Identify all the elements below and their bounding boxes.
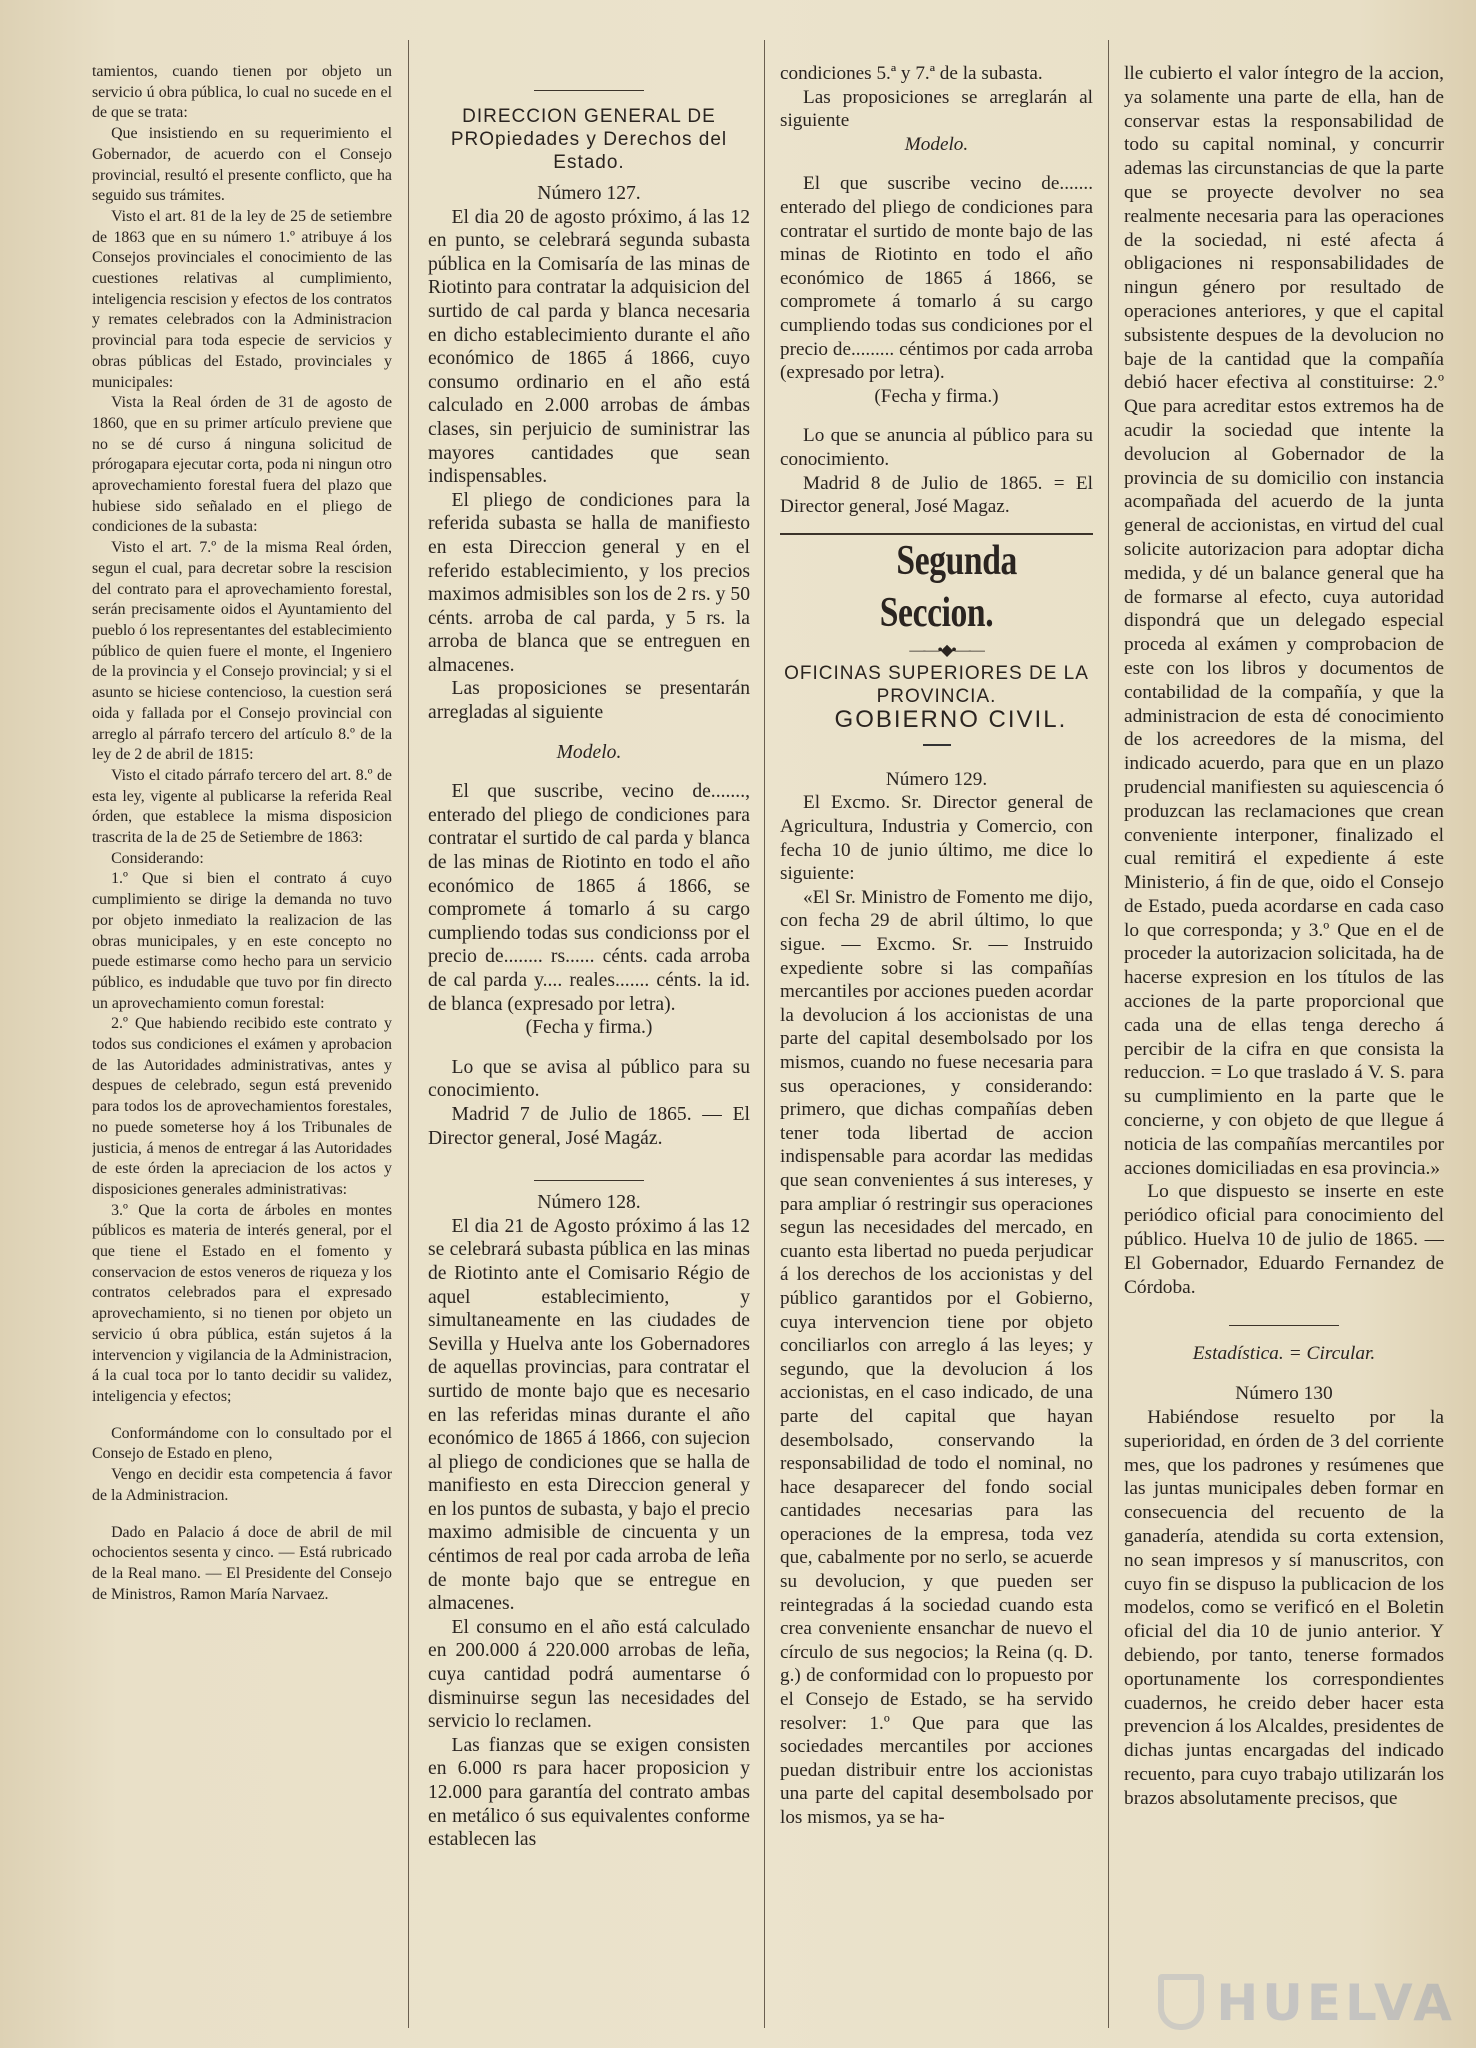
paragraph: Visto el art. 81 de la ley de 25 de setiembre de 1863 que en su número 1.º atribuye á los Consejos provinciales el conocimiento de las cuestiones relativas al cumplimiento, inteligencia rescision y efectos de los contratos y remates celebrados con la Administracion provincial para toda especie de servicios y obras públicas del Estado, provinciales y municipales:: [92, 207, 392, 391]
paragraph: 1.º Que si bien el contrato á cuyo cumplimiento se dirige la demanda no tuvo por objeto inmediato la realizacion de las obras municipales, y en este concepto no puede estimarse como hecho para un servicio público, es indudable que tuvo por fin directo un aprovechamiento comun forestal:: [92, 870, 392, 1012]
number-heading: Número 130: [1235, 1383, 1333, 1405]
paragraph: Que insistiendo en su requerimiento el Gobernador, de acuerdo con el Consejo provincial, resultó el presente conflicto, que ha seguido sus trámites.: [92, 125, 392, 205]
subsection-heading: OFICINAS SUPERIORES DE LA PROVINCIA.: [784, 663, 1089, 708]
number-heading: Número 129.: [885, 768, 988, 790]
paragraph: El pliego de condiciones para la referida subasta se halla de manifiesto en esta Direccion general y en el referido establecimiento, y los precios maximos admisibles son los de 2 rs. y 50 cénts. arroba de cal parda, y 5 rs. la arroba de blanca que se entreguen en almacenes.: [428, 489, 750, 676]
paragraph: Lo que dispuesto se inserte en este periódico oficial para conocimiento del público. Huelva 10 de julio de 1865. — El Gobernador, Eduardo Fernandez de Córdoba.: [1124, 1181, 1444, 1298]
paragraph: 3.º Que la corta de árboles en montes públicos es materia de interés general, por el que tiene el Estado en el fomento y conservacion de estos veneros de riqueza y los contratos celebrados para el expresado aprovechamiento, si no tienen por objeto un servicio ú obra pública, están sujetos á la intervencion y vigilancia de la Administracion, á la cual toca por lo tanto decidir su validez, inteligencia y efectos;: [92, 1201, 392, 1405]
column-divider: [764, 40, 765, 2028]
section-heading: DIRECCION GENERAL DE PROpiedades y Derechos del Estado.: [450, 106, 728, 173]
divider: [923, 744, 951, 746]
signature-note: (Fecha y firma.): [874, 385, 999, 407]
divider: [534, 90, 644, 91]
shield-icon: [1158, 1974, 1204, 2030]
paragraph: «El Sr. Ministro de Fomento me dijo, con fecha 29 de abril último, lo que sigue. — Excmo. Sr. — Instruido expediente sobre si las compañías mercantiles por acciones pueden acordar la devolucion á los accionistas de una parte del capital desembolsado por los mismos, cuando no fuese necesaria para sus operaciones, y considerando: primero, que dichas compañías deben tener toda libertad de accion indispensable para acordar las medidas que sean convenientes á sus intereses, y para ampliar ó restringir sus operaciones segun las necesidades del mercado, en cuanto esta libertad no pueda perjudicar á los derechos de los accionistas y del público garantidos por el Gobierno, cuya intervencion tiene por objeto conciliarlos con arreglo á las leyes; y segundo, que la devolucion á los accionistas, en el caso indicado, de una parte del capital que hayan desembolsado, conservando la responsabilidad de todo el nominal, no hace desaparecer del fondo social cantidades necesarias para las operaciones de la empresa, toda vez que, cabalmente por no serlo, se acuerde su devolucion, y que pueden ser reintegradas á la sociedad cuando esta crea conveniente ensanchar de nuevo el círculo de sus negocios; la Reina (q. D. g.) de conformidad con lo propuesto por el Consejo de Estado, se ha servido resolver: 1.º Que para que las sociedades mercantiles por acciones puedan distribuir entre los accionistas una parte del capital desembolsado por los mismos, ya se ha-: [780, 886, 1093, 1828]
section-heading: Estadística. = Circular.: [1192, 1343, 1376, 1365]
paragraph: 2.º Que habiendo recibido este contrato y todos sus condiciones el exámen y aprobacion de las Autoridades administrativas, antes y despues de celebrado, segun está prevenido para todos los de aprovechamientos forestales, no puede someterse hoy á los Tribunales de justicia, á menos de entregar á las Autoridades de este órden la apreciacion de los actos y disposiciones generales administrativas:: [92, 1015, 392, 1198]
paragraph: El consumo en el año está calculado en 200.000 á 220.000 arrobas de leña, cuya cantidad podrá aumentarse ó disminuirse segun las necesidades del servicio lo reclamen.: [428, 1616, 750, 1733]
divider: [1229, 1325, 1339, 1326]
paragraph: Las fianzas que se exigen consisten en 6.000 rs para hacer proposicion y 12.000 para garantía del contrato ambas en metálico ó sus equivalentes conforme establecen las: [428, 1734, 750, 1851]
paragraph: Considerando:: [111, 849, 204, 867]
paragraph: El dia 21 de Agosto próximo á las 12 se celebrará subasta pública en las minas de Riotinto ante el Comisario Régio de aquel establecimiento, y simultaneamente en las ciudades de Sevilla y Huelva ante los Gobernadores de aquellas provincias, para contratar el surtido de monte bajo que es necesario en las referidas minas durante el año económico de 1865 á 1866, con sujecion al pliego de condiciones que se halla de manifiesto en esta Direccion general y en los puntos de subasta, y bajo el precio maximo admisible de cincuenta y un céntimos de real por cada arroba de leña de monte bajo que se entregue en almacenes.: [428, 1215, 750, 1615]
column-4: [1124, 62, 1444, 2028]
section-title: Segunda Seccion.: [879, 537, 1017, 636]
signature-note: (Fecha y firma.): [525, 1017, 653, 1039]
paragraph: Madrid 8 de Julio de 1865. = El Director general, José Magaz.: [780, 472, 1093, 518]
paragraph: Habiéndose resuelto por la superioridad, en órden de 3 del corriente mes, que los padrones y resúmenes que las juntas municipales deben formar en consecuencia del recuento de la ganadería, atendida su corta extension, no sean impresos y sí manuscritos, con cuyo fin se dispuso la publicacion de los modelos, como se verificó en el Boletin oficial del dia 10 de junio anterior. Y debiendo, por tanto, tenerse formados oportunamente los correspondientes cuadernos, he creido deber hacer esta prevencion á los Alcaldes, presidentes de dichas juntas encargadas del indicado recuento, para cuyo trabajo utilizarán los brazos absolutamente precisos, que: [1124, 1407, 1444, 1809]
paragraph: lle cubierto el valor íntegro de la accion, ya solamente una parte de ella, han de conservar estas la responsabilidad de todo su capital nominal, y concurrir ademas las circunstancias de que la parte que se proyecte devolver no sea realmente necesaria para las operaciones de la sociedad, ni esté afecta á obligaciones ni responsabilidades de ningun género por resultado de operaciones anteriores, y que el capital subsistente despues de la devolucion no baje de la cantidad que la compañía debió hacer efectiva al constituirse: 2.º Que para acreditar estos extremos ha de acudir la sociedad que intente la devolucion al Gobernador de la provincia de su domicilio con instancia acompañada del acuerdo de la junta general de accionistas, en virtud del cual solicite autorizacion para adoptar dicha medida, y dé un balance general que ha de formarse al efecto, cuya autoridad dispondrá que un delegado especial proceda al exámen y comprobacion de este con los libros y documentos de contabilidad de la compañía, y que la administracion de esta dé conocimiento de los acreedores de la misma, del indicado acuerdo, para que en un plazo prudencial manifiesten su aquiescencia ó produzcan las reclamaciones que crean conveniente interponer, finalizado el cual remitirá el expediente á este Ministerio, á fin de que, oido el Consejo de Estado, pueda acordarse en cada caso lo que corresponda; y 3.º Que en el de proceder la autorizacion solicitada, ha de hacerse expresion en los títulos de las acciones de la parte proporcional que cada una de ellas tenga derecho á percibir de la cifra en que consista la reduccion. = Lo que traslado á V. S. para su cumplimiento en la parte que le concierne, y con objeto de que llegue á noticia de las compañías mercantiles por acciones domiciliadas en esa provincia.»: [1124, 63, 1444, 1179]
paragraph: Visto el art. 7.º de la misma Real órden, segun el cual, para decretar sobre la rescision del contrato para el aprovechamiento forestal, serán precisamente oidos el Ayuntamiento del pueblo ó los representantes del establecimiento público de quien fuere el monte, el Ingeniero de la provincia y el Consejo provincial; y si el asunto se hiciese contencioso, la cuestion será oida y fallada por el Consejo provincial con arreglo al párrafo tercero del artículo 8.º de la ley de 2 de abril de 1815:: [92, 539, 392, 764]
watermark: HUELVA: [1216, 1974, 1456, 2032]
column-3: [780, 62, 1093, 2028]
paragraph: Las proposiciones se presentarán arregladas al siguiente: [428, 678, 750, 724]
paragraph: Visto el citado párrafo tercero del art. 8.º de esta ley, vigente al publicarse la referida Real órden, que establece la misma disposicion trascrita de la de 25 de Setiembre de 1863:: [92, 766, 392, 847]
paragraph: Lo que se avisa al público para su conocimiento.: [428, 1056, 750, 1102]
paragraph: El que suscribe, vecino de......., enterado del pliego de condiciones para contratar el surtido de cal parda y blanca de las minas de Riotinto en todo el año económico de 1865 á 1866, se compromete á tomarlo á su cargo cumpliendo todas sus condicionss por el precio de........ rs...... cénts. cada arroba de cal parda y.... reales....... cénts. la id. de blanca (expresado por letra).: [428, 781, 750, 1015]
paragraph: Lo que se anuncia al público para su conocimiento.: [780, 425, 1093, 470]
paragraph: Madrid 7 de Julio de 1865. — El Director general, José Magáz.: [428, 1103, 750, 1149]
paragraph: El Excmo. Sr. Director general de Agricultura, Industria y Comercio, con fecha 10 de junio último, me dice lo siguiente:: [780, 792, 1093, 885]
number-heading: Número 128.: [537, 1192, 641, 1214]
paragraph: El que suscribe vecino de....... enterado del pliego de condiciones para contratar el surtido de monte bajo de las minas de Riotinto en todo el año económico de 1865 á 1866, se compromete á tomarlo á su cargo cumpliendo todas sus condiciones por el precio de......... céntimos por cada arroba (expresado por letra).: [780, 173, 1093, 384]
column-1: [92, 62, 392, 2028]
paragraph: Vengo en decidir esta competencia á favor de la Administracion.: [92, 1466, 392, 1504]
model-heading: Modelo.: [904, 133, 969, 155]
paragraph: condiciones 5.ª y 7.ª de la subasta.: [780, 63, 1043, 84]
column-divider: [408, 40, 409, 2028]
paragraph: tamientos, cuando tienen por objeto un servicio ú obra pública, lo cual no sucede en el de que se trata:: [92, 63, 392, 122]
model-heading: Modelo.: [556, 741, 622, 763]
ornament: ——•◆•——: [909, 641, 983, 659]
gobierno-heading: GOBIERNO CIVIL.: [834, 706, 1068, 734]
paragraph: Vista la Real órden de 31 de agosto de 1860, que en su primer artículo previene que no se dé curso á ninguna solicitud de prórogapara ejecutar corta, poda ni ningun otro aprovechamiento forestal fuera del plazo que hubiese sido señalado en el pliego de condiciones de la subasta:: [92, 394, 392, 536]
signature-paragraph: Dado en Palacio á doce de abril de mil ochocientos sesenta y cinco. — Está rubricado de la Real mano. — El Presidente del Consejo de Ministros, Ramon María Narvaez.: [92, 1523, 392, 1603]
paragraph: Las proposiciones se arreglarán al siguiente: [780, 86, 1093, 132]
paragraph: El dia 20 de agosto próximo, á las 12 en punto, se celebrará segunda subasta pública en la Comisaría de las minas de Riotinto para contratar la adquisicion del surtido de cal parda y blanca necesaria en dicho establecimiento durante el año económico de 1865 á 1866, cuyo consumo ordinario en el año está calculado en 2.000 arrobas de ámbas clases, sin perjuicio de suministrar las mayores cantidades que sean indispensables.: [428, 206, 750, 488]
column-divider: [1108, 40, 1109, 2028]
paragraph: Conformándome con lo consultado por el Consejo de Estado en pleno,: [92, 1424, 392, 1463]
column-2: [428, 62, 750, 2028]
divider: [534, 1180, 644, 1181]
number-heading: Número 127.: [537, 183, 641, 204]
